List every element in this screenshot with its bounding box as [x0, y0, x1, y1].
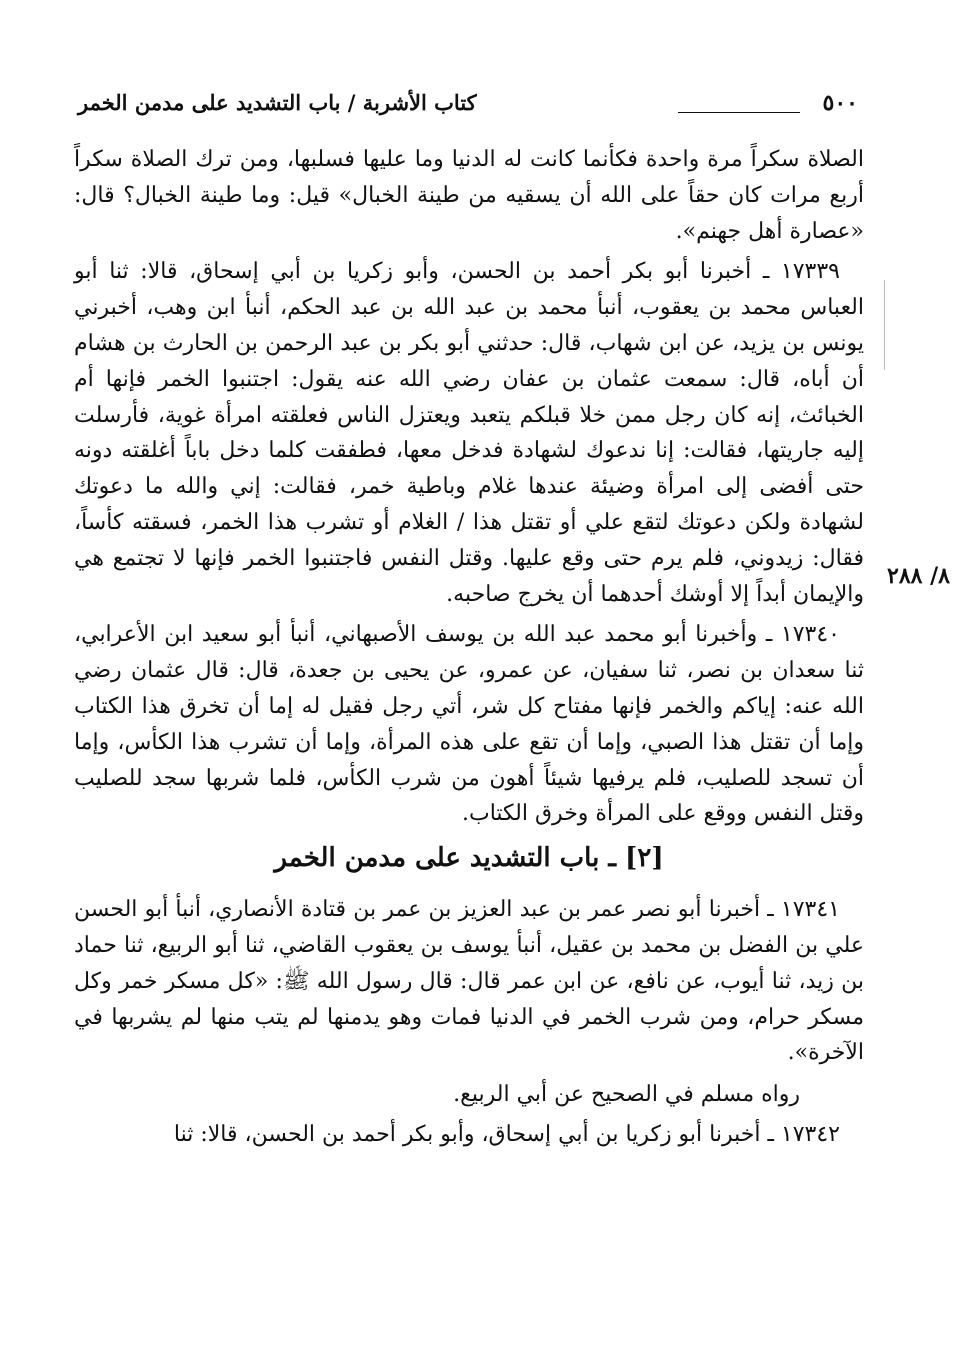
section-heading: [٢] ـ باب التشديد على مدمن الخمر [274, 843, 664, 874]
page-body [74, 142, 864, 1158]
hadith-17341: ١٧٣٤١ ـ أخبرنا أبو نصر عمر بن عبد العزيز بن عمر بن قتادة الأنصاري، أنبأ أبو الحسن علي بن الفضل بن محمد بن عقيل، أنبأ يوسف بن يعقوب القاضي، ثنا أبو الربيع، ثنا حماد بن زيد، ثنا أيوب، عن نافع، عن ابن عمر قال: قال رسول الله ﷺ: «كل مسكر خمر وكل مسكر حرام، ومن شرب الخمر في الدنيا فمات وهو يدمنها لم يتب منها لم يشربها في الآخرة». [74, 897, 864, 1066]
hadith-17339: ١٧٣٣٩ ـ أخبرنا أبو بكر أحمد بن الحسن، وأبو زكريا بن أبي إسحاق، قالا: ثنا أبو العباس محمد بن يعقوب، أنبأ محمد بن عبد الله بن عبد الحكم، أنبأ ابن وهب، أخبرني يونس بن يزيد، عن ابن شهاب، قال: حدثني أبو بكر بن عبد الرحمن بن الحارث بن هشام أن أباه، قال: سمعت عثمان بن عفان رضي الله عنه يقول: اجتنبوا الخمر فإنها أم الخبائث، إنه كان رجل ممن خلا قبلكم يتعبد ويعتزل الناس فعلقته امرأة غوية، فأرسلت إليه جاريتها، فقالت: إنا ندعوك لشهادة فدخل معها، فطفقت كلما دخل باباً أغلقته دونه حتى أفضى إلى امرأة وضيئة عندها غلام وباطية خمر، فقالت: إني والله ما دعوتك لشهادة ولكن دعوتك لتقع علي أو تقتل هذا / الغلام أو تشرب هذا الخمر، فسقته كأساً، فقال: زيدوني، فلم يرم حتى وقع عليها. وقتل النفس فاجتنبوا الخمر فإنها لا تجتمع هي والإيمان أبداً إلا أوشك أحدهما أن يخرج صاحبه. [74, 259, 865, 607]
page-number: ٥٠٠ [822, 90, 858, 116]
hadith-17340: ١٧٣٤٠ ـ وأخبرنا أبو محمد عبد الله بن يوسف الأصبهاني، أنبأ أبو سعيد ابن الأعرابي، ثنا سعدان بن نصر، ثنا سفيان، عن عمرو، عن يحيى بن جعدة، قال: قال عثمان رضي الله عنه: إياكم والخمر فإنها مفتاح كل شر، أتي رجل فقيل له إما أن تخرق هذا الكتاب وإما أن تقتل هذا الصبي، وإما أن تقع على هذه المرأة، وإما أن تشرب هذا الكأس، وإما أن تسجد للصليب، فلم يرفيها شيئاً أهون من شرب الكأس، فلما شربها سجد للصليب وقتل النفس ووقع على المرأة وخرق الكتاب. [74, 622, 864, 827]
narration-note: رواه مسلم في الصحيح عن أبي الربيع. [453, 1082, 800, 1108]
hadith-17342: ١٧٣٤٢ ـ أخبرنا أبو زكريا بن أبي إسحاق، وأبو بكر أحمد بن الحسن، قالا: ثنا [173, 1121, 840, 1147]
paragraph-continuation: الصلاة سكراً مرة واحدة فكأنما كانت له الدنيا وما عليها فسلبها، ومن ترك الصلاة سكراً أربع مرات كان حقاً على الله أن يسقيه من طينة الخبال» قيل: وما طينة الخبال؟ قال: «عصارة أهل جهنم». [74, 147, 864, 244]
running-title: كتاب الأشربة / باب التشديد على مدمن الخمر [78, 90, 477, 115]
page-header [78, 86, 858, 120]
header-rule [678, 112, 800, 113]
margin-page-reference: ٨/ ٢٨٨ [887, 563, 950, 589]
page-crease [884, 280, 885, 370]
